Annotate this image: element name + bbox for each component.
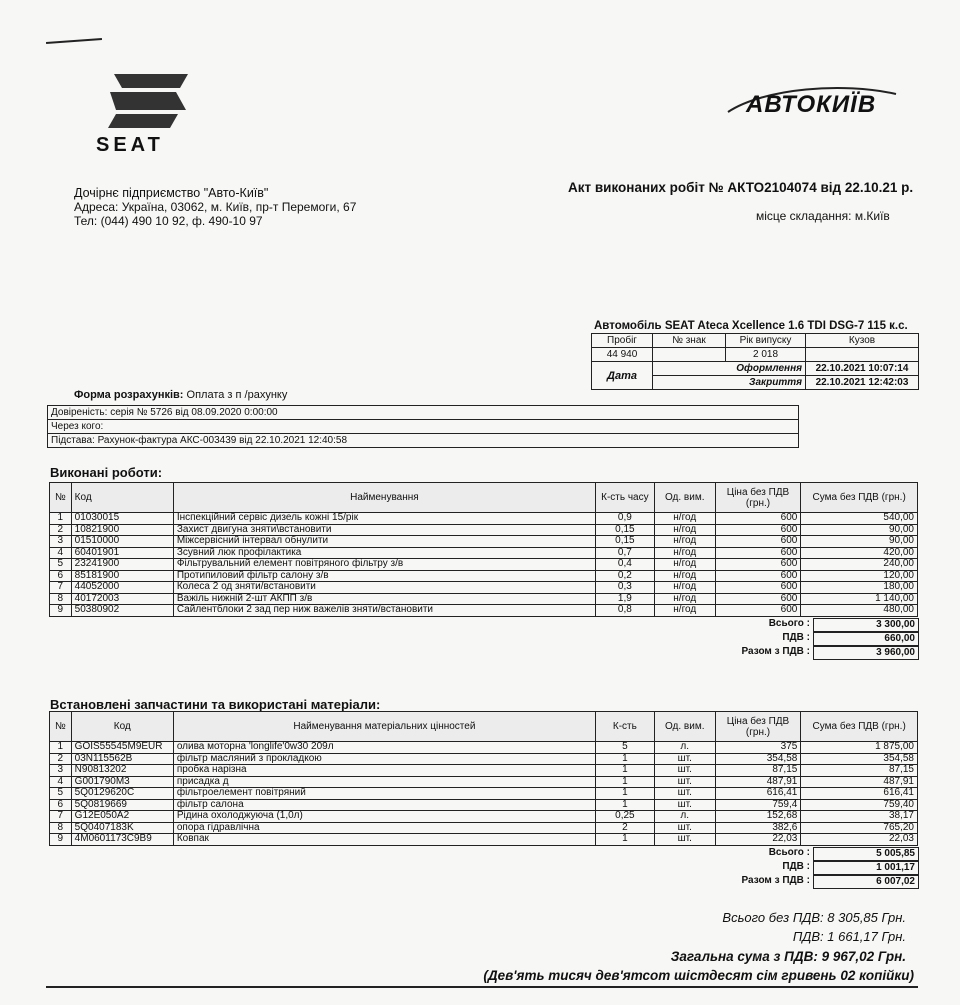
works-table [49,482,918,617]
total-value: 3 300,00 [813,618,919,632]
table-cell: 1 [50,742,72,754]
col-header: Од. вим. [654,483,715,513]
table-cell: 4 [50,547,72,559]
works-title: Виконані роботи: [50,465,163,480]
table-row [50,788,918,800]
table-cell: 0,2 [595,570,654,582]
table-cell: 5 [595,742,654,754]
table-cell: GOIS55545M9EUR [71,742,173,754]
total-label: Всього : [768,618,810,629]
table-cell: 759,4 [715,799,801,811]
table-cell: шт. [654,788,715,800]
seat-wordmark: SEAT [96,134,164,156]
total-value: 5 005,85 [813,847,919,861]
table-cell: Міжсервісний інтервал обнулити [173,536,595,548]
table-cell: 60401901 [71,547,173,559]
table-cell: 540,00 [801,513,918,525]
table-cell: н/год [654,593,715,605]
table-cell: 0,3 [595,582,654,594]
table-cell: 1 [595,753,654,765]
parts-title: Встановлені запчастини та використані матеріали: [50,697,381,712]
table-cell: 1 [595,834,654,846]
table-cell: 40172003 [71,593,173,605]
col-header: Сума без ПДВ (грн.) [801,483,918,513]
table-cell: 382,6 [715,822,801,834]
table-cell: 616,41 [801,788,918,800]
table-cell: 240,00 [801,559,918,571]
table-cell: Інспекційний сервіс дизель кожні 15/рік [173,513,595,525]
col-header: К-сть [595,712,654,742]
col-header: К-сть часу [595,483,654,513]
table-row [50,822,918,834]
table-cell: 2 [50,753,72,765]
table-cell: 9 [50,605,72,617]
table-cell: 7 [50,582,72,594]
table-cell: 354,58 [715,753,801,765]
table-cell: G12E050A2 [71,811,173,823]
company-info [74,186,356,228]
total-value: 1 001,17 [813,861,919,875]
table-cell: 480,00 [801,605,918,617]
table-cell: 354,58 [801,753,918,765]
table-cell: 2 [50,524,72,536]
table-cell: Колеса 2 од зняти/встановити [173,582,595,594]
table-cell: н/год [654,547,715,559]
table-cell: Захист двигуна зняти\встановити [173,524,595,536]
total-label: Разом з ПДВ : [741,875,810,886]
table-cell: Фільтрувальний елемент повітряного фільтру з/в [173,559,595,571]
payment-form [74,389,287,401]
company-name: Дочірнє підприємство "Авто-Київ" [74,186,269,200]
created-value: 22.10.2021 10:07:14 [806,362,919,376]
closed-value: 22.10.2021 12:42:03 [806,376,919,390]
total-label: ПДВ : [782,861,810,872]
total-label: ПДВ : [782,632,810,643]
parts-table [49,711,918,846]
through-whom: Через кого: [48,420,799,434]
table-cell: 87,15 [801,765,918,777]
col-header: Код [71,483,173,513]
company-address: Адреса: Україна, 03062, м. Київ, пр-т Перемоги, 67 [74,200,357,214]
table-cell: 120,00 [801,570,918,582]
car-header: Пробіг [592,334,653,348]
table-cell: 0,9 [595,513,654,525]
table-cell: 90,00 [801,536,918,548]
table-cell: 600 [715,559,801,571]
table-cell: 600 [715,536,801,548]
plate-value [653,348,726,362]
col-header: № [50,483,72,513]
table-cell: н/год [654,605,715,617]
table-cell: 1 [50,513,72,525]
table-cell: 1,9 [595,593,654,605]
table-cell: н/год [654,570,715,582]
table-cell: 01030015 [71,513,173,525]
power-of-attorney: Довіреність: серія № 5726 від 08.09.2020 0:00:00 [48,406,799,420]
total-value: 660,00 [813,632,919,646]
table-cell: фільтроелемент повітряний [173,788,595,800]
table-cell: 5 [50,788,72,800]
table-cell: Протипиловий фільтр салону з/в [173,570,595,582]
table-cell: N90813202 [71,765,173,777]
table-cell: 90,00 [801,524,918,536]
table-cell: 0,15 [595,524,654,536]
table-cell: н/год [654,513,715,525]
table-cell: н/год [654,536,715,548]
col-header: Сума без ПДВ (грн.) [801,712,918,742]
table-cell: присадка д [173,776,595,788]
table-row [50,536,918,548]
amount-in-words: (Дев'ять тисяч дев'ятсот шістдесят сім гривень 02 копійки) [483,968,914,983]
pen-mark [46,38,102,44]
dealer-logo: АВТОКИЇВ [746,91,877,118]
table-cell: 03N115562B [71,753,173,765]
table-cell: 0,15 [595,536,654,548]
table-cell: 765,20 [801,822,918,834]
table-cell: 0,8 [595,605,654,617]
table-row [50,765,918,777]
table-cell: 50380902 [71,605,173,617]
table-cell: 9 [50,834,72,846]
table-cell: 1 [595,788,654,800]
col-header: Ціна без ПДВ (грн.) [715,483,801,513]
table-cell: 5 [50,559,72,571]
car-table [591,333,919,390]
table-cell: 1 875,00 [801,742,918,754]
table-cell: 759,40 [801,799,918,811]
table-cell: 38,17 [801,811,918,823]
table-row [50,570,918,582]
table-row [50,524,918,536]
total-value: 3 960,00 [813,646,919,660]
table-row [50,811,918,823]
basis: Підстава: Рахунок-фактура АКС-003439 від 22.10.2021 12:40:58 [48,434,799,448]
table-cell: 180,00 [801,582,918,594]
seat-logo-icon [96,72,200,130]
bottom-rule [46,986,918,988]
table-cell: шт. [654,776,715,788]
table-cell: Ковпак [173,834,595,846]
table-cell: 01510000 [71,536,173,548]
total-no-vat: Всього без ПДВ: 8 305,85 Грн. [722,910,906,925]
table-cell: л. [654,742,715,754]
table-cell: 85181900 [71,570,173,582]
grand-total: Загальна сума з ПДВ: 9 967,02 Грн. [670,949,906,964]
table-cell: опора гідравлічна [173,822,595,834]
payment-label: Форма розрахунків: [74,389,184,401]
total-value: 6 007,02 [813,875,919,889]
table-cell: 10821900 [71,524,173,536]
table-cell: 3 [50,536,72,548]
table-cell: 2 [595,822,654,834]
date-label: Дата [592,362,653,390]
col-header: Од. вим. [654,712,715,742]
table-cell: олива моторна 'longlife'0w30 209л [173,742,595,754]
payment-value: Оплата з п /рахунку [186,389,288,401]
table-cell: 8 [50,822,72,834]
car-title: Автомобіль SEAT Ateca Xcellence 1.6 TDI DSG-7 115 к.с. [594,320,908,332]
table-cell: 22,03 [801,834,918,846]
table-cell: Сайлентблоки 2 зад пер ниж важелів зняти/встановити [173,605,595,617]
table-cell: 0,7 [595,547,654,559]
table-cell: 6 [50,799,72,811]
table-cell: 600 [715,582,801,594]
company-phone: Тел: (044) 490 10 92, ф. 490-10 97 [74,214,263,228]
car-header: Рік випуску [726,334,806,348]
table-cell: 1 [595,776,654,788]
table-row [50,582,918,594]
table-row [50,799,918,811]
table-cell: 8 [50,593,72,605]
table-cell: 23241900 [71,559,173,571]
total-label: Разом з ПДВ : [741,646,810,657]
table-cell: Важіль нижній 2-шт АКПП з/в [173,593,595,605]
body-value [806,348,919,362]
table-cell: 616,41 [715,788,801,800]
table-cell: 3 [50,765,72,777]
closed-label: Закриття [653,376,806,390]
year-value: 2 018 [726,348,806,362]
table-cell: шт. [654,822,715,834]
table-cell: 487,91 [715,776,801,788]
table-cell: 600 [715,605,801,617]
table-row [50,547,918,559]
table-cell: шт. [654,799,715,811]
table-cell: фільтр масляний з прокладкою [173,753,595,765]
table-cell: 600 [715,593,801,605]
table-row [50,834,918,846]
table-row [50,513,918,525]
col-header: Ціна без ПДВ (грн.) [715,712,801,742]
table-cell: 487,91 [801,776,918,788]
table-cell: 0,25 [595,811,654,823]
table-cell: н/год [654,559,715,571]
total-label: Всього : [768,847,810,858]
table-cell: 5Q0819669 [71,799,173,811]
table-cell: 4 [50,776,72,788]
place-of-issue: місце складання: м.Київ [756,209,890,223]
act-title: Акт виконаних робіт № АКТО2104074 від 22.10.21 р. [568,180,914,195]
table-cell: 600 [715,570,801,582]
table-cell: 4M0601173C9B9 [71,834,173,846]
table-cell: шт. [654,765,715,777]
table-row [50,776,918,788]
table-cell: Зсувний люк профілактика [173,547,595,559]
table-row [50,753,918,765]
table-cell: 600 [715,524,801,536]
col-header: № [50,712,72,742]
car-header: № знак [653,334,726,348]
table-row [50,742,918,754]
col-header: Найменування матеріальних цінностей [173,712,595,742]
table-cell: 6 [50,570,72,582]
table-cell: н/год [654,524,715,536]
created-label: Оформлення [653,362,806,376]
table-cell: 5Q0129620C [71,788,173,800]
authority-table [47,405,799,448]
table-cell: 420,00 [801,547,918,559]
table-cell: 44052000 [71,582,173,594]
mileage-value: 44 940 [592,348,653,362]
table-cell: 87,15 [715,765,801,777]
table-cell: 1 [595,799,654,811]
table-cell: 5Q0407183K [71,822,173,834]
table-cell: Рідина охолоджуюча (1,0л) [173,811,595,823]
col-header: Найменування [173,483,595,513]
table-row [50,605,918,617]
col-header: Код [71,712,173,742]
table-cell: 0,4 [595,559,654,571]
table-cell: 7 [50,811,72,823]
table-cell: 375 [715,742,801,754]
table-cell: 600 [715,547,801,559]
table-cell: н/год [654,582,715,594]
table-cell: 22,03 [715,834,801,846]
table-cell: G001790M3 [71,776,173,788]
table-cell: пробка нарізна [173,765,595,777]
vat-total: ПДВ: 1 661,17 Грн. [792,929,906,944]
table-cell: 1 140,00 [801,593,918,605]
table-cell: фільтр салона [173,799,595,811]
table-row [50,593,918,605]
table-cell: шт. [654,753,715,765]
car-header: Кузов [806,334,919,348]
table-cell: 1 [595,765,654,777]
table-cell: шт. [654,834,715,846]
table-row [50,559,918,571]
table-cell: 152,68 [715,811,801,823]
table-cell: 600 [715,513,801,525]
table-cell: л. [654,811,715,823]
